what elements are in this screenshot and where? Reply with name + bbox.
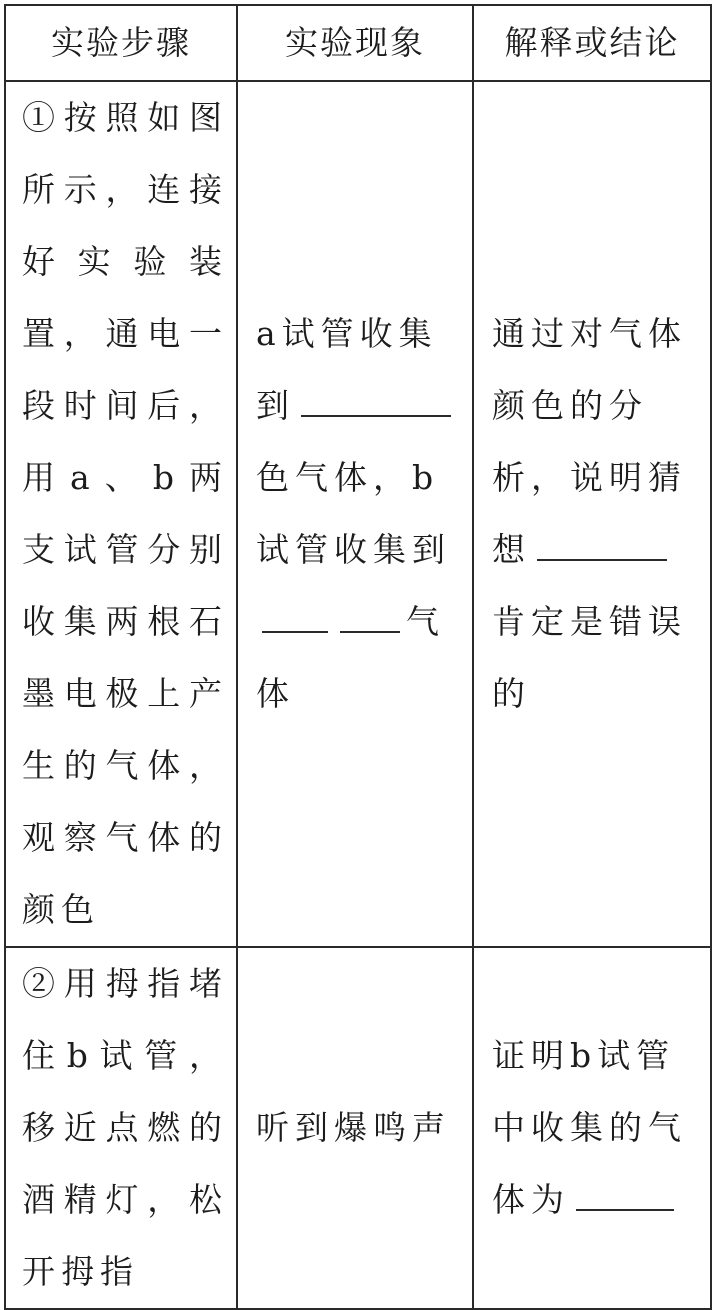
answer-blank[interactable] <box>537 529 667 561</box>
answer-blank[interactable] <box>262 601 328 633</box>
header-phenomenon: 实验现象 <box>237 5 473 81</box>
header-conclusion: 解释或结论 <box>473 5 711 81</box>
step-cell <box>5 947 237 1309</box>
phenomenon-text: 听到爆鸣声 <box>256 1108 451 1147</box>
conclusion-text-1: 证明b试管中收集的气体为 <box>492 1036 687 1219</box>
answer-blank[interactable] <box>301 385 451 417</box>
answer-blank[interactable] <box>340 601 400 633</box>
conclusion-text-2: 肯定是错误的 <box>492 602 687 713</box>
step-text: ①按照如图所示，连接好实验装置，通电一段时间后，用a、b两支试管分别收集两根石墨电极上产生的气体，观察气体的颜色 <box>22 98 228 929</box>
header-step: 实验步骤 <box>5 5 237 81</box>
phenomenon-text-1: a试管收集到 <box>256 314 438 425</box>
phenomenon-cell <box>237 947 473 1309</box>
step-cell <box>5 81 237 947</box>
answer-blank[interactable] <box>576 1179 674 1211</box>
phenomenon-text-3: 气体 <box>256 602 445 713</box>
conclusion-text-1: 通过对气体颜色的分析，说明猜想 <box>492 314 687 569</box>
table-row <box>5 81 711 947</box>
experiment-table <box>4 4 712 1310</box>
step-text: ②用拇指堵住b试管，移近点燃的酒精灯，松开拇指 <box>22 964 228 1291</box>
header-row <box>5 5 711 81</box>
phenomenon-text-2: 色气体，b试管收集到 <box>256 458 451 569</box>
conclusion-cell <box>473 947 711 1309</box>
conclusion-cell <box>473 81 711 947</box>
phenomenon-cell <box>237 81 473 947</box>
table-row <box>5 947 711 1309</box>
